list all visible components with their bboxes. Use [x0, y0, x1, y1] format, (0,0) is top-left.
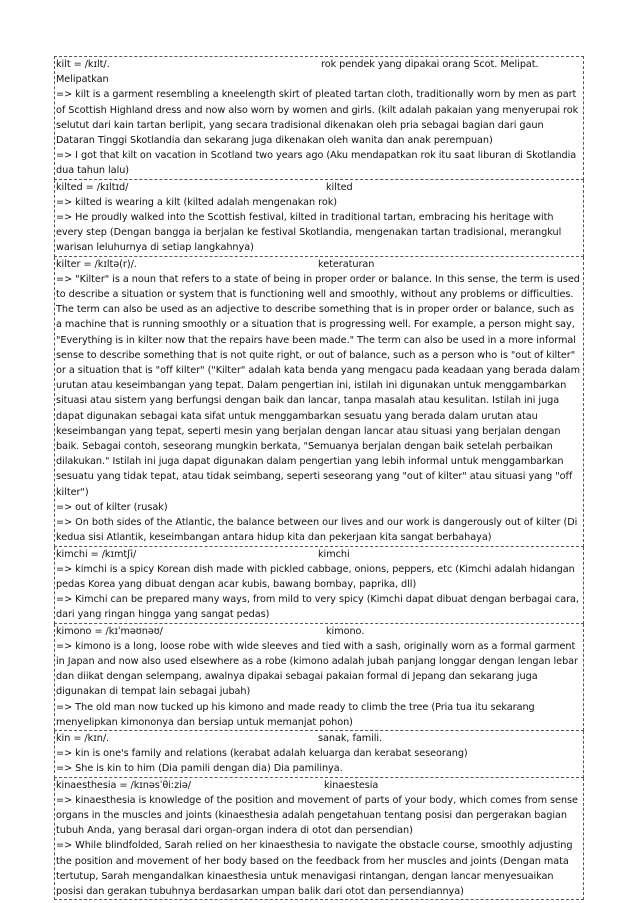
definition: => kilt is a garment resembling a kneelength skirt of pleated tartan cloth, traditionally worn by men as part of Scottish Highland dress and now also worn by women and girls. (kilt adalah pakaian yang menyerupai rok selutut dari kain tartan berlipit, yang secara tradisional dikenakan oleh pria sebagai bagian dari gaun Dataran Tinggi Skotlandia dan sekarang juga dikenakan oleh wanita dan anak perempuan)	[56, 89, 579, 147]
phrase: => out of kilter (rusak)	[56, 501, 168, 513]
definition: => "Kilter" is a noun that refers to a state of being in proper order or balance. In this sense, the term is used to describe a situation or system that is functioning well and smoothly, without any problems or difficulties. The term can also be used as an adjective to describe something that is in proper order or balance, such as a machine that is running smoothly or a situation that is progressing well. For example, a person might say, "Everything is in kilter now that the repairs have been made." The term can also be used in a more informal sense to describe something that is not quite right, or out of balance, such as a person who is "out of kilter" or a situation that is "off kilter" ("Kilter" adalah kata benda yang mengacu pada keadaan yang berada dalam urutan atau keseimbangan yang tepat. Dalam pengertian ini, istilah ini digunakan untuk menggambarkan situasi atau sistem yang berfungsi dengan baik dan lancar, tanpa masalah atau kesulitan. Istilah ini juga dapat digunakan sebagai kata sifat untuk menggambarkan sesuatu yang berada dalam urutan atau keseimbangan yang tepat, seperti mesin yang berjalan dengan lancar atau situasi yang berjalan dengan baik. Sebagai contoh, seseorang mungkin berkata, "Semuanya berjalan dengan baik setelah perbaikan dilakukan." Istilah ini juga dapat digunakan dalam pengertian yang lebih informal untuk menggambarkan sesuatu yang tidak tepat, atau tidak seimbang, seperti seseorang yang "out of kilter" atau situasi yang "off kilter")	[56, 273, 580, 498]
entry-kilted	[54, 180, 584, 257]
headword: kin = /kɪn/.	[56, 732, 110, 744]
translation: keteraturan	[318, 258, 375, 270]
entry-kilt	[54, 56, 584, 180]
headword: kilter = /kɪltə(r)/.	[56, 258, 137, 270]
entry-head	[56, 547, 582, 562]
definition: => kin is one's family and relations (kerabat adalah keluarga dan kerabat seseorang)	[56, 748, 468, 760]
entry-head	[56, 257, 582, 272]
translation: kimchi	[318, 548, 350, 560]
entry-head	[56, 180, 582, 195]
definition: => kilted is wearing a kilt (kilted adalah mengenakan rok)	[56, 196, 337, 208]
translation: kilted	[326, 181, 353, 193]
translation: kimono.	[326, 625, 365, 637]
entry-head	[56, 778, 582, 793]
translation-extra: Melipatkan	[56, 74, 109, 86]
dictionary-page	[54, 56, 584, 900]
entry-head	[56, 731, 582, 746]
headword: kimchi = /kɪmtʃi/	[56, 548, 137, 560]
translation: sanak, famili.	[318, 732, 383, 744]
translation: rok pendek yang dipakai orang Scot. Melipat.	[321, 59, 539, 70]
entry-kimono	[54, 624, 584, 731]
entry-kilter	[54, 257, 584, 547]
entry-kinaesthesia	[54, 778, 584, 901]
entry-kimchi	[54, 547, 584, 624]
entry-head	[56, 57, 582, 72]
example: => The old man now tucked up his kimono and made ready to climb the tree (Pria tua itu sekarang menyelipkan kimononya dan bersiap untuk memanjat pohon)	[56, 701, 535, 728]
example: => While blindfolded, Sarah relied on her kinaesthesia to navigate the obstacle course, smoothly adjusting the position and movement of her body based on the feedback from her muscles and joints (Dengan mata tertutup, Sarah mengandalkan kinaesthesia untuk menavigasi rintangan, dengan lancar menyesuaikan posisi dan gerakan tubuhnya berdasarkan umpan balik dari otot dan persendiannya)	[56, 840, 573, 897]
example: => I got that kilt on vacation in Scotland two years ago (Aku mendapatkan rok itu saat liburan di Skotlandia dua tahun lalu)	[56, 150, 577, 177]
example: => She is kin to him (Dia pamili dengan dia) Dia pamilinya.	[56, 763, 343, 775]
translation: kinaestesia	[324, 779, 379, 791]
example: => He proudly walked into the Scottish festival, kilted in traditional tartan, embracing his heritage with every step (Dengan bangga ia berjalan ke festival Skotlandia, mengenakan tartan tradisional, merangkul warisan leluhurnya di setiap langkahnya)	[56, 212, 562, 254]
headword: kilt = /kɪlt/.	[56, 59, 110, 70]
definition: => kimchi is a spicy Korean dish made with pickled cabbage, onions, peppers, etc (Kimchi adalah hidangan pedas Korea yang dibuat dengan acar kubis, bawang bombay, paprika, dll)	[56, 563, 575, 590]
entry-kin	[54, 731, 584, 778]
entry-head	[56, 624, 582, 639]
example: => Kimchi can be prepared many ways, from mild to very spicy (Kimchi dapat dibuat dengan berbagai cara, dari yang ringan hingga yang sangat pedas)	[56, 594, 579, 621]
definition: => kimono is a long, loose robe with wide sleeves and tied with a sash, originally worn as a formal garment in Japan and now also used elsewhere as a robe (kimono adalah jubah panjang longgar dengan lengan lebar dan diikat dengan selempang, awalnya dipakai sebagai pakaian formal di Jepang dan sekarang juga digunakan di tempat lain sebagai jubah)	[56, 640, 578, 698]
headword: kilted = /kɪltɪd/	[56, 181, 129, 193]
definition: => kinaesthesia is knowledge of the position and movement of parts of your body, which comes from sense organs in the muscles and joints (kinaesthesia adalah pengetahuan tentang posisi dan pergerakan bagian tubuh Anda, yang berasal dari organ-organ indera di otot dan persendian)	[56, 794, 578, 837]
headword: kimono = /kɪˈməʊnəʊ/	[56, 625, 163, 637]
example: => On both sides of the Atlantic, the balance between our lives and our work is dangerously out of kilter (Di kedua sisi Atlantik, keseimbangan antara hidup kita dan pekerjaan kita sangat berbahaya)	[56, 517, 578, 544]
headword: kinaesthesia = /kɪnəsˈθiːziə/	[56, 779, 191, 791]
